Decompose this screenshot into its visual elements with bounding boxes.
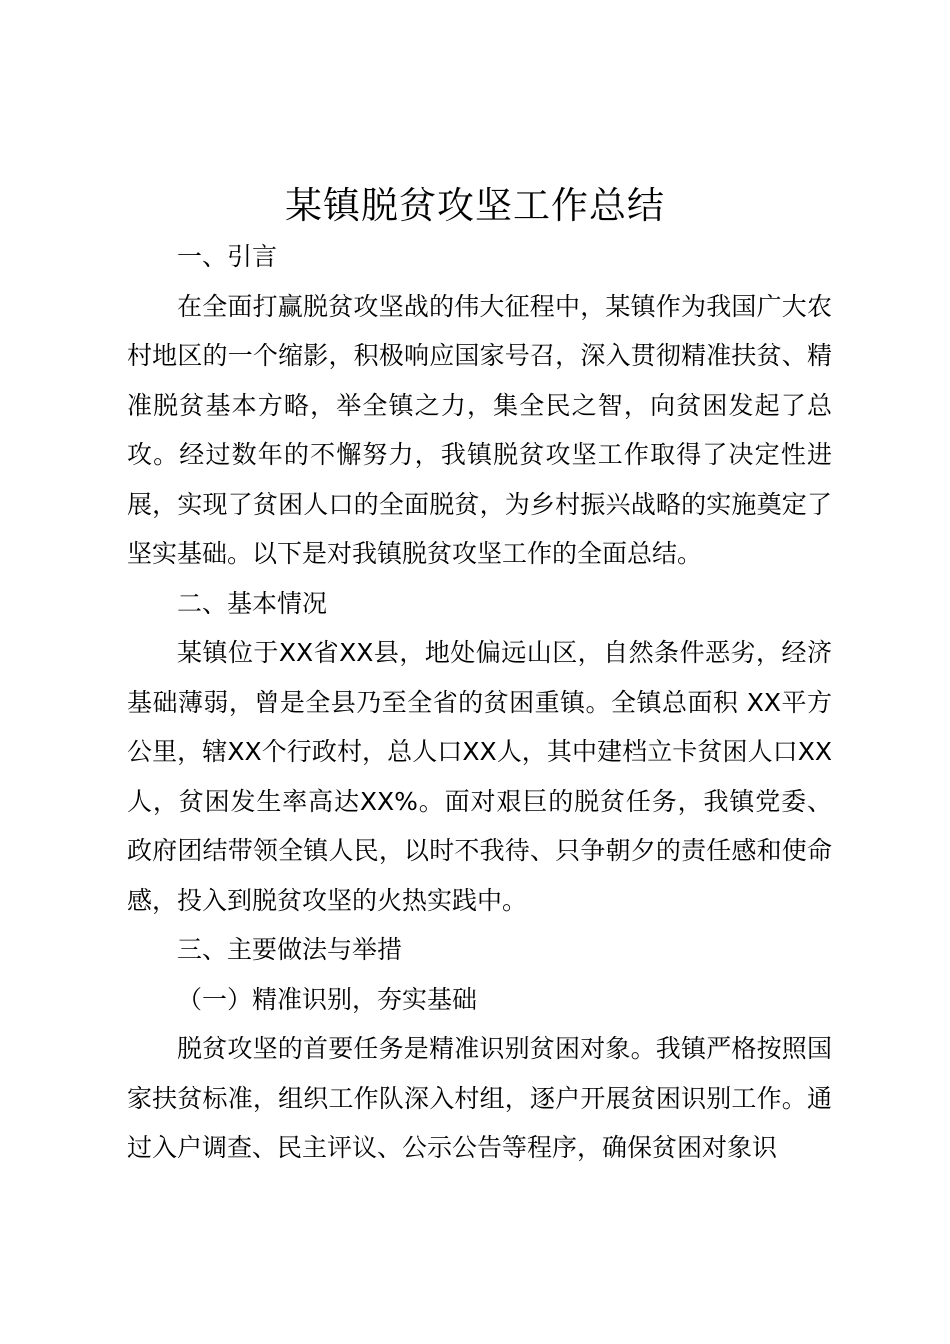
section-heading-intro: 一、引言 (177, 242, 278, 271)
section-heading-main-measures: 三、主要做法与举措 (177, 935, 403, 964)
paragraph-precise-identification: 脱贫攻坚的首要任务是精准识别贫困对象。我镇严格按照国家扶贫标准，组织工作队深入村组，逐户开展贫困识别工作。通过入户调查、民主评议、公示公告等程序，确保贫困对象识 (127, 1034, 832, 1162)
subsection-heading-precise-identification: （一）精准识别，夯实基础 (177, 984, 478, 1014)
section-heading-basic-situation: 二、基本情况 (177, 588, 328, 618)
document-title: 某镇脱贫攻坚工作总结 (285, 184, 665, 227)
document-body (127, 232, 832, 1173)
paragraph-intro: 在全面打赢脱贫攻坚战的伟大征程中，某镇作为我国广大农村地区的一个缩影，积极响应国家号召，深入贯彻精准扶贫、精准脱贫基本方略，举全镇之力，集全民之智，向贫困发起了总攻。经过数年的不懈努力，我镇脱贫攻坚工作取得了决定性进展，实现了贫困人口的全面脱贫，为乡村振兴战略的实施奠定了坚实基础。以下是对我镇脱贫攻坚工作的全面总结。 (127, 291, 832, 568)
paragraph-basic-situation: 某镇位于XX省XX县，地处偏远山区，自然条件恶劣，经济基础薄弱，曾是全县乃至全省的贫困重镇。全镇总面积 XX平方公里，辖XX个行政村，总人口XX人，其中建档立卡贫困人口XX人，贫困发生率高达XX%。面对艰巨的脱贫任务，我镇党委、政府团结带领全镇人民，以时不我待、只争朝夕的责任感和使命感，投入到脱贫攻坚的火热实践中。 (127, 638, 832, 915)
